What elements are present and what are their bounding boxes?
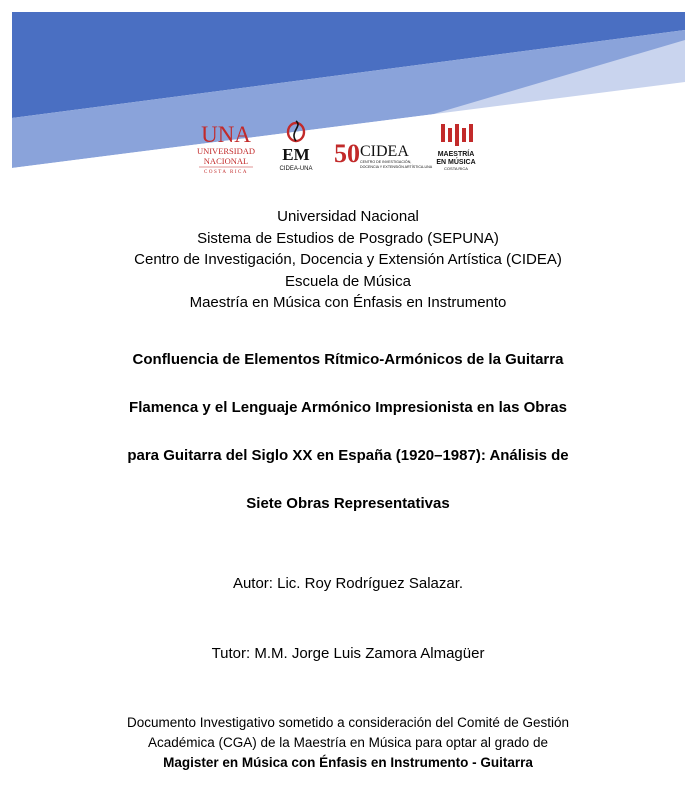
cidea-logo [332,118,433,178]
document-title [0,348,696,540]
em-logo-subtitle: CIDEA-UNA [279,166,313,172]
submission-line: Documento Investigativo sometido a consideración del Comité de Gestión [127,715,569,730]
em-logo-name: EM [282,145,310,164]
maestria-logo [432,118,480,180]
author-line: Autor: Lic. Roy Rodríguez Salazar. [232,575,464,592]
cidea-logo-name: CIDEA [360,143,409,160]
degree-line: Magister en Música con Énfasis en Instrumento - Guitarra [163,755,533,770]
title-line: Flamenca y el Lenguaje Armónico Impresionista en las Obras [129,399,567,416]
cidea-logo-subtitle2: DOCENCIA Y EXTENSIÓN ARTÍSTICA-UNA [360,165,433,169]
tutor-line: Tutor: M.M. Jorge Luis Zamora Almagüer [211,645,485,662]
una-logo-line2: NACIONAL [203,156,249,166]
institutions-block [0,206,696,314]
cidea-logo-subtitle1: CENTRO DE INVESTIGACIÓN, [360,160,412,164]
una-logo [196,118,256,178]
una-logo-name: UNA [201,122,251,147]
una-logo-line1: UNIVERSIDAD [196,146,256,156]
submission-statement [0,713,696,773]
title-line: para Guitarra del Siglo XX en España (1920–1987): Análisis de [127,447,569,464]
logo-row [0,118,696,188]
una-logo-line3: COSTA RICA [204,170,248,175]
maestria-logo-line3: COSTA RICA [444,166,468,171]
institution-line: Maestría en Música con Énfasis en Instrumento [189,294,507,311]
maestria-logo-line1: MAESTRÍA [437,151,475,158]
institution-line: Centro de Investigación, Docencia y Extensión Artística (CIDEA) [134,251,562,268]
title-line: Confluencia de Elementos Rítmico-Armónicos de la Guitarra [132,351,564,368]
title-line: Siete Obras Representativas [246,495,450,512]
institution-line: Universidad Nacional [277,208,419,225]
cidea-logo-number: 50 [334,139,360,168]
maestria-logo-line2: EN MÚSICA [436,159,476,166]
em-logo [273,118,319,180]
institution-line: Escuela de Música [285,272,411,290]
em-logo-swirl-icon [288,123,304,141]
institution-line: Sistema de Estudios de Posgrado (SEPUNA) [197,229,499,247]
submission-line: Académica (CGA) de la Maestría en Música para optar al grado de [148,735,548,750]
